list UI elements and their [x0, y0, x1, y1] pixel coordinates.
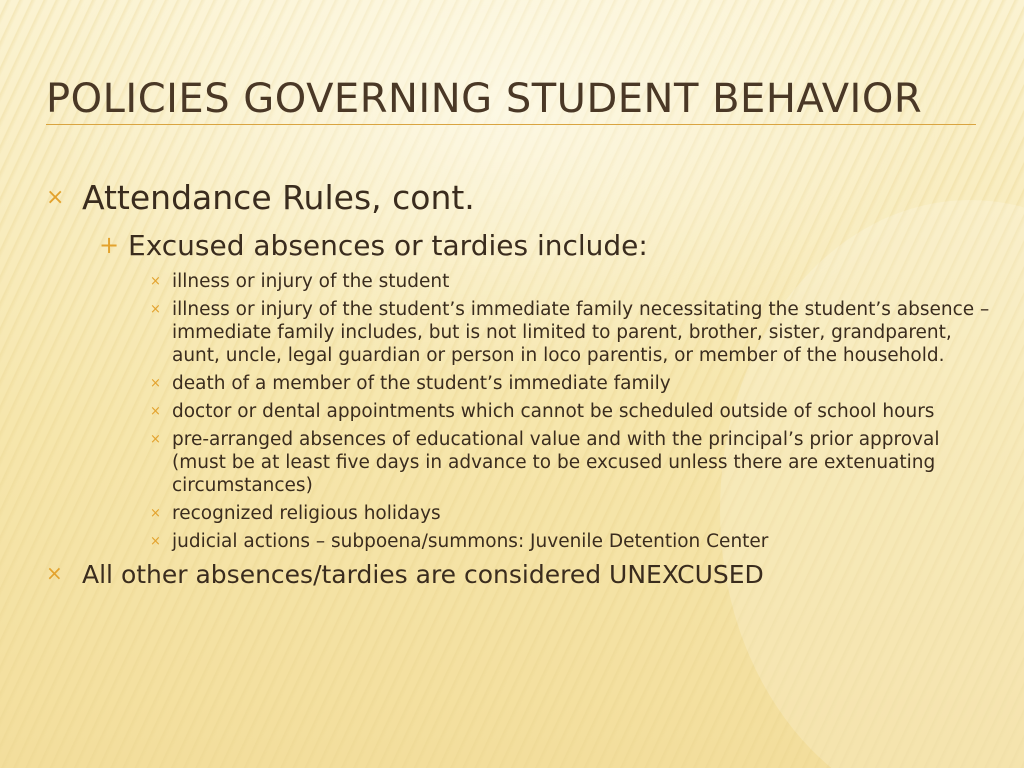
x-bullet-icon: × — [150, 506, 161, 521]
list-item — [46, 530, 996, 553]
x-bullet-icon: × — [150, 432, 161, 447]
list-item — [46, 400, 996, 423]
list-item — [46, 428, 996, 497]
bullet-attendance-rules — [46, 176, 996, 220]
slide-title: POLICIES GOVERNING STUDENT BEHAVIOR — [46, 76, 923, 122]
x-bullet-icon: × — [150, 534, 161, 549]
bullet-text: Attendance Rules, cont. — [82, 178, 475, 217]
x-bullet-icon: × — [150, 302, 161, 317]
list-item — [46, 502, 996, 525]
title-underline — [46, 124, 976, 125]
sub-bullet-excused — [46, 228, 996, 264]
x-bullet-icon: × — [46, 185, 65, 210]
bullet-unexcused — [46, 559, 996, 591]
list-item-text: pre-arranged absences of educational value and with the principal’s prior approval (must be at least five days in advance to be excused unless there are extenuating circumstances) — [172, 429, 940, 496]
list-item-text: judicial actions – subpoena/summons: Juvenile Detention Center — [172, 531, 769, 552]
list-item-text: death of a member of the student’s immediate family — [172, 373, 671, 394]
list-item-text: illness or injury of the student — [172, 271, 450, 292]
x-bullet-icon: × — [46, 561, 63, 585]
x-bullet-icon: × — [150, 376, 161, 391]
list-item-text: illness or injury of the student’s immediate family necessitating the student’s absence – immediate family includes, but is not limited to parent, brother, sister, grandparent, aunt, uncle, legal guardian or person in loco parentis, or member of the household. — [172, 299, 990, 366]
x-bullet-icon: × — [150, 404, 161, 419]
slide-body — [46, 176, 996, 591]
list-item — [46, 372, 996, 395]
plus-bullet-icon: + — [99, 231, 120, 259]
list-item-text: recognized religious holidays — [172, 503, 441, 524]
bullet-text: All other absences/tardies are considered UNEXCUSED — [82, 560, 764, 589]
list-item — [46, 298, 996, 367]
list-item — [46, 270, 996, 293]
list-item-text: doctor or dental appointments which cannot be scheduled outside of school hours — [172, 401, 935, 422]
excused-items-list — [46, 270, 996, 553]
x-bullet-icon: × — [150, 274, 161, 289]
sub-bullet-text: Excused absences or tardies include: — [128, 229, 648, 262]
